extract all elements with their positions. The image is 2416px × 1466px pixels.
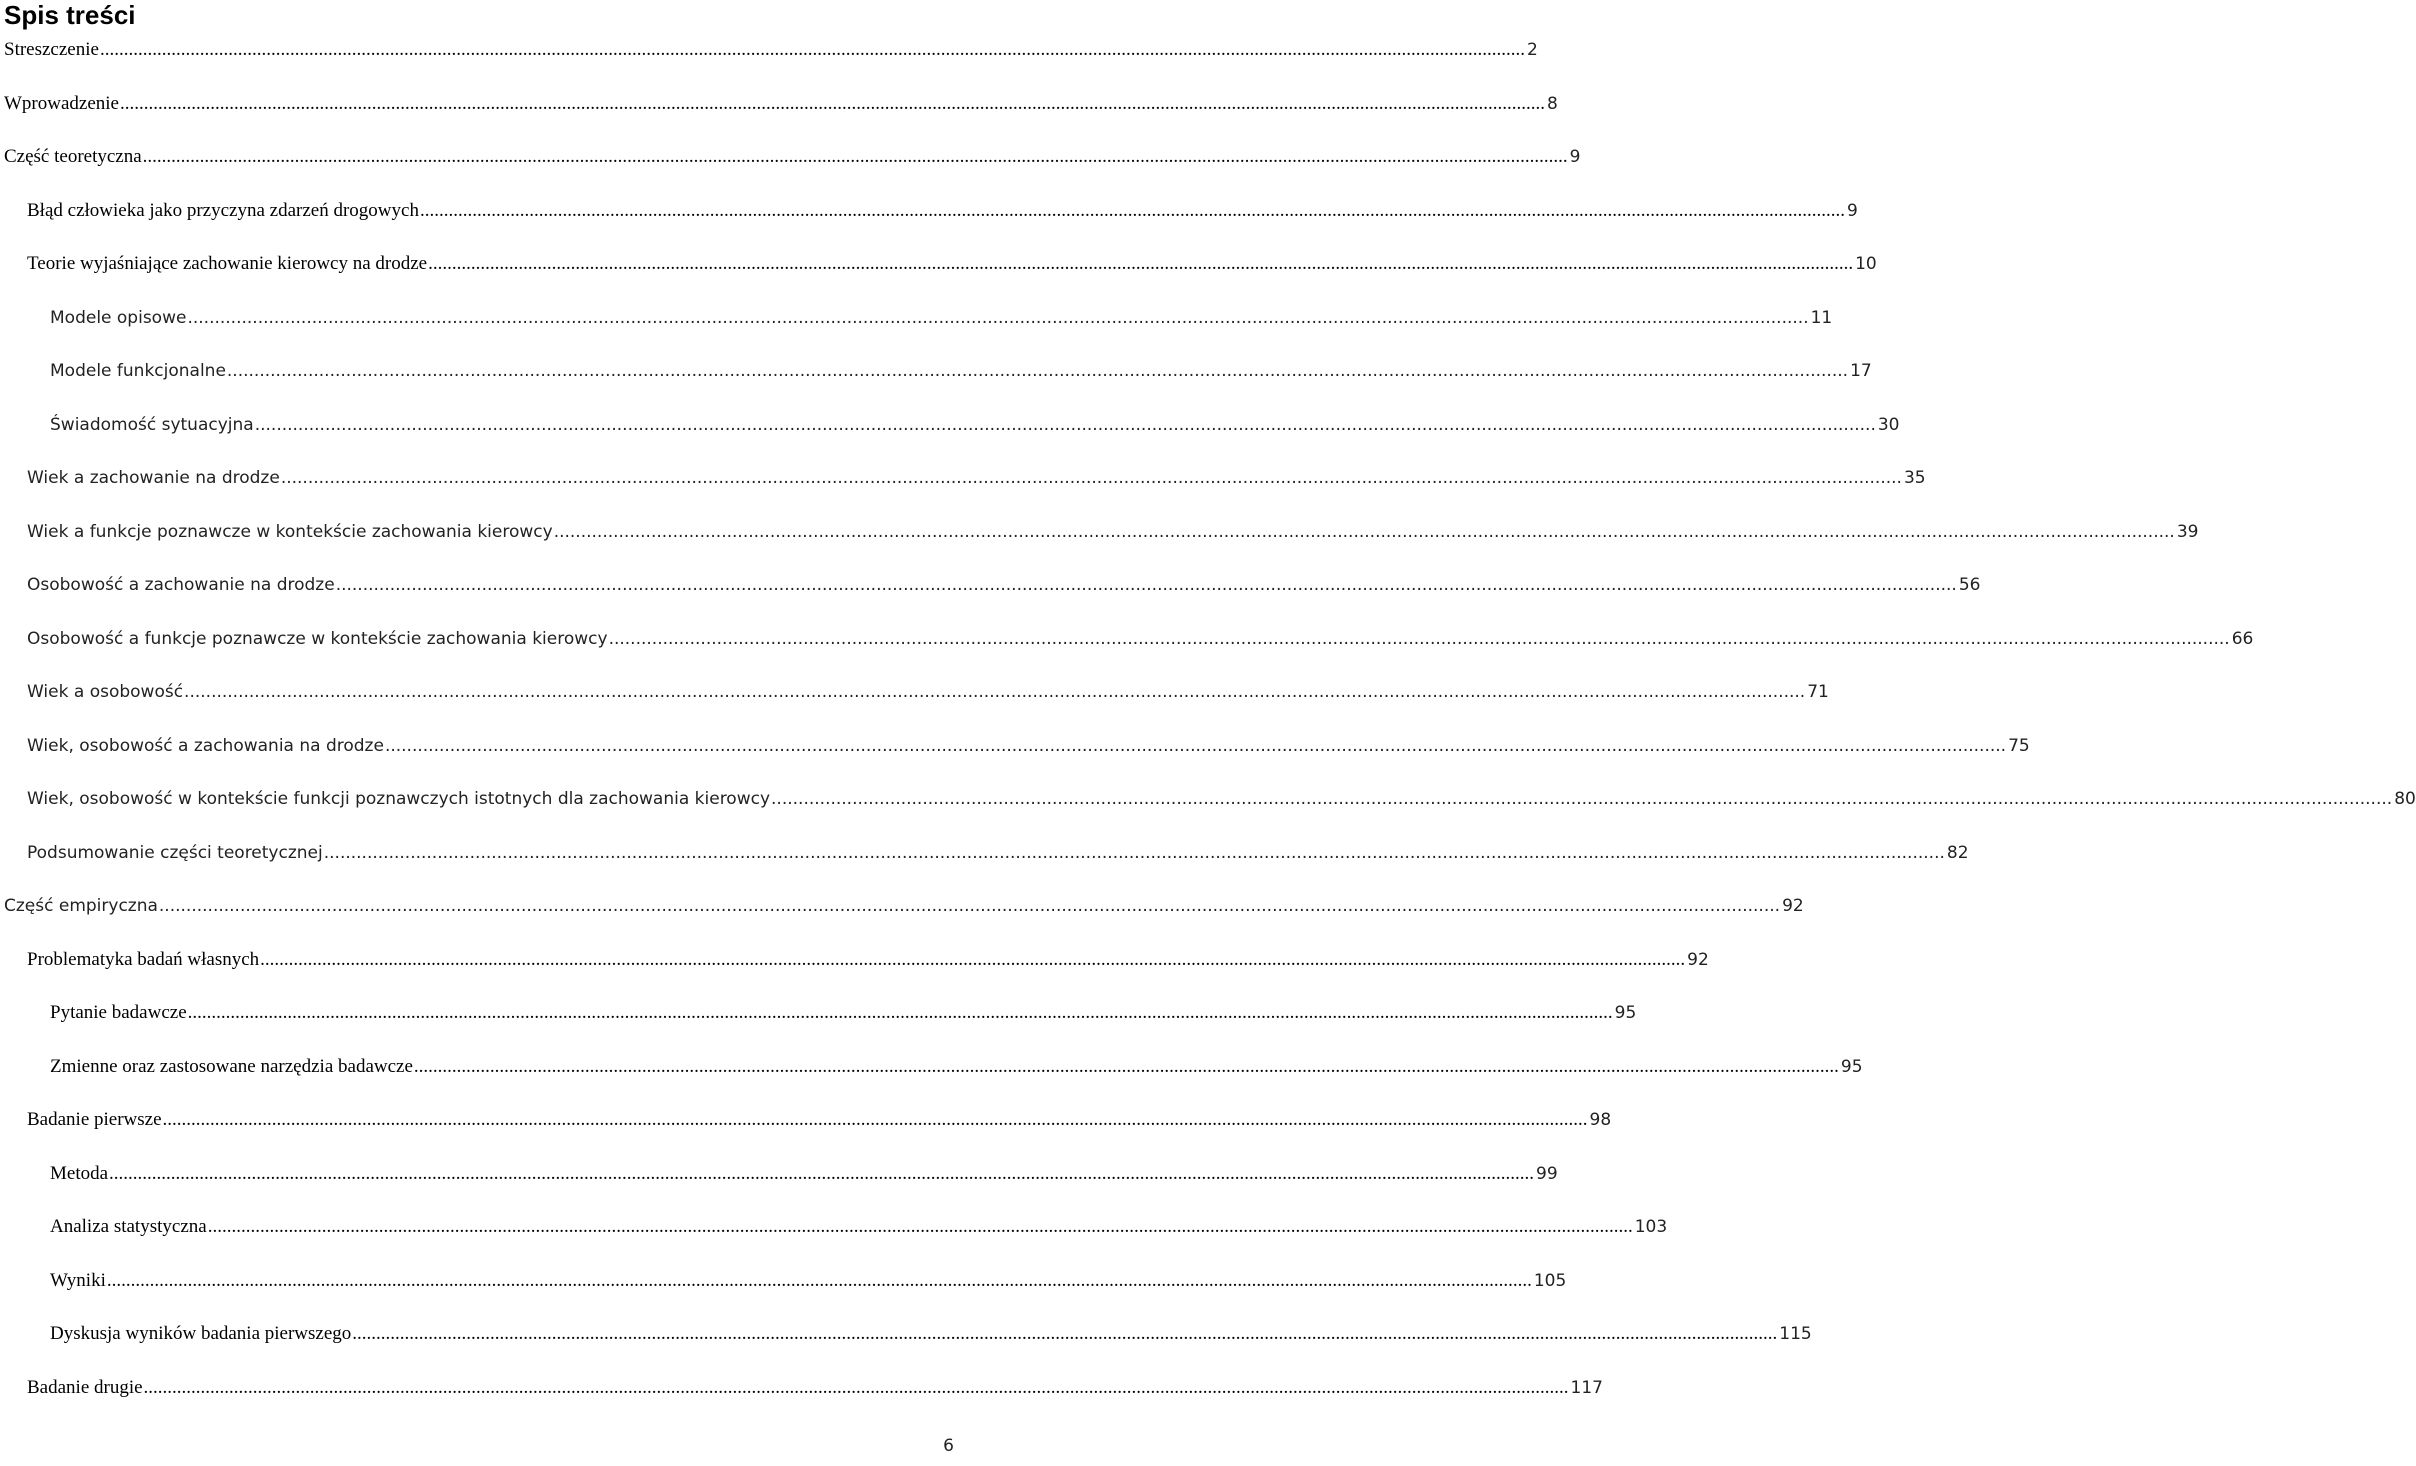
toc-dot-leader: ............................................................................................................................................................................................................................................................................................................ bbox=[99, 39, 1525, 60]
toc-entry-label: Błąd człowieka jako przyczyna zdarzeń drogowych bbox=[27, 200, 419, 221]
toc-entry[interactable] bbox=[0, 143, 1581, 171]
toc-entry-page: 115 bbox=[1779, 1324, 1812, 1344]
toc-entry-page: 17 bbox=[1850, 361, 1872, 381]
toc-entry-label: Analiza statystyczna bbox=[50, 1216, 207, 1237]
toc-dot-leader: ............................................................................................................................................................................................................................................................................................................ bbox=[553, 522, 2175, 542]
toc-dot-leader: ............................................................................................................................................................................................................................................................................................................ bbox=[143, 1377, 1569, 1398]
toc-entry-page: 66 bbox=[2231, 629, 2254, 649]
toc-dot-leader: ............................................................................................................................................................................................................................................................................................................ bbox=[106, 1270, 1532, 1291]
toc-entry[interactable] bbox=[0, 90, 1558, 118]
toc-entry-page: 80 bbox=[2394, 789, 2416, 809]
toc-dot-leader: ............................................................................................................................................................................................................................................................................................................ bbox=[771, 789, 2393, 809]
toc-entry-page: 92 bbox=[1782, 896, 1804, 916]
toc-entry[interactable] bbox=[0, 411, 1900, 439]
toc-entry-label: Badanie drugie bbox=[27, 1377, 143, 1398]
toc-entry-page: 95 bbox=[1840, 1057, 1863, 1077]
page-number: 6 bbox=[943, 1436, 954, 1456]
toc-entry-page: 99 bbox=[1536, 1164, 1558, 1184]
toc-entry-label: Metoda bbox=[50, 1163, 109, 1184]
toc-entry[interactable] bbox=[0, 197, 1858, 225]
toc-entry-label: Osobowość a funkcje poznawcze w kontekście zachowania kierowcy bbox=[27, 629, 608, 649]
toc-entry[interactable] bbox=[0, 1213, 1668, 1241]
toc-dot-leader: ............................................................................................................................................................................................................................................................................................................ bbox=[187, 1002, 1613, 1023]
toc-entry-label: Wiek a funkcje poznawcze w kontekście zachowania kierowcy bbox=[27, 522, 553, 542]
toc-entry-label: Podsumowanie części teoretycznej bbox=[27, 843, 323, 863]
toc-entry[interactable] bbox=[0, 999, 1637, 1027]
toc-entry-label: Osobowość a zachowanie na drodze bbox=[27, 575, 335, 595]
toc-dot-leader: ............................................................................................................................................................................................................................................................................................................ bbox=[428, 253, 1854, 274]
toc-entry-page: 103 bbox=[1634, 1217, 1668, 1237]
toc-entry-page: 71 bbox=[1807, 682, 1829, 702]
toc-entry-page: 9 bbox=[1846, 201, 1858, 221]
toc-entry-page: 10 bbox=[1855, 254, 1877, 274]
toc-dot-leader: ............................................................................................................................................................................................................................................................................................................ bbox=[608, 629, 2230, 649]
toc-entry-label: Część teoretyczna bbox=[4, 146, 142, 167]
toc-dot-leader: ............................................................................................................................................................................................................................................................................................................ bbox=[323, 843, 1945, 863]
toc-dot-leader: ............................................................................................................................................................................................................................................................................................................ bbox=[109, 1163, 1535, 1184]
toc-dot-leader: ............................................................................................................................................................................................................................................................................................................ bbox=[413, 1056, 1839, 1077]
toc-entry-page: 56 bbox=[1958, 575, 1981, 595]
toc-dot-leader: ............................................................................................................................................................................................................................................................................................................ bbox=[352, 1323, 1778, 1344]
toc-entry[interactable] bbox=[0, 732, 2030, 760]
toc-title: Spis treści bbox=[4, 0, 136, 30]
toc-entry[interactable] bbox=[0, 625, 2254, 653]
toc-entry-label: Część empiryczna bbox=[4, 896, 158, 916]
toc-entry[interactable] bbox=[0, 518, 2199, 546]
toc-entry-page: 8 bbox=[1547, 94, 1558, 114]
toc-dot-leader: ............................................................................................................................................................................................................................................................................................................ bbox=[280, 468, 1902, 488]
toc-entry-label: Problematyka badań własnych bbox=[27, 949, 260, 970]
toc-entry-label: Wiek a zachowanie na drodze bbox=[27, 468, 280, 488]
toc-dot-leader: ............................................................................................................................................................................................................................................................................................................ bbox=[207, 1216, 1633, 1237]
toc-entry-page: 11 bbox=[1810, 308, 1833, 328]
toc-entry-label: Wiek, osobowość a zachowania na drodze bbox=[27, 736, 384, 756]
toc-dot-leader: ............................................................................................................................................................................................................................................................................................................ bbox=[142, 146, 1568, 167]
toc-entry-label: Świadomość sytuacyjna bbox=[50, 415, 254, 435]
toc-dot-leader: ............................................................................................................................................................................................................................................................................................................ bbox=[335, 575, 1957, 595]
toc-entry-page: 9 bbox=[1569, 147, 1581, 167]
toc-entry-label: Modele funkcjonalne bbox=[50, 361, 226, 381]
toc-entry[interactable] bbox=[0, 1106, 1612, 1134]
toc-entry-label: Pytanie badawcze bbox=[50, 1002, 187, 1023]
toc-dot-leader: ............................................................................................................................................................................................................................................................................................................ bbox=[226, 361, 1849, 381]
toc-entry[interactable] bbox=[0, 1374, 1603, 1402]
toc-dot-leader: ............................................................................................................................................................................................................................................................................................................ bbox=[158, 896, 1781, 916]
toc-entry[interactable] bbox=[0, 946, 1709, 974]
toc-dot-leader: ............................................................................................................................................................................................................................................................................................................ bbox=[254, 415, 1876, 435]
toc-entry-page: 98 bbox=[1589, 1110, 1612, 1130]
toc-entry-label: Badanie pierwsze bbox=[27, 1109, 162, 1130]
toc-entry-label: Streszczenie bbox=[4, 39, 99, 60]
toc-entry-page: 117 bbox=[1570, 1378, 1603, 1398]
toc-entry-page: 82 bbox=[1946, 843, 1969, 863]
toc-entry-label: Wiek, osobowość w kontekście funkcji poznawczych istotnych dla zachowania kierowcy bbox=[27, 789, 771, 809]
toc-entry-label: Zmienne oraz zastosowane narzędzia badawcze bbox=[50, 1056, 413, 1077]
toc-entry-page: 105 bbox=[1533, 1271, 1567, 1291]
toc-dot-leader: ............................................................................................................................................................................................................................................................................................................ bbox=[384, 736, 2007, 756]
toc-entry[interactable] bbox=[0, 250, 1877, 278]
toc-entry-label: Dyskusja wyników badania pierwszego bbox=[50, 1323, 352, 1344]
toc-entry-label: Wprowadzenie bbox=[4, 93, 119, 114]
toc-entry-page: 35 bbox=[1903, 468, 1926, 488]
toc-entry[interactable] bbox=[0, 1267, 1567, 1295]
toc-entry[interactable] bbox=[0, 839, 1969, 867]
toc-dot-leader: ............................................................................................................................................................................................................................................................................................................ bbox=[419, 200, 1845, 221]
toc-entry[interactable] bbox=[0, 1053, 1863, 1081]
toc-entry-label: Modele opisowe bbox=[50, 308, 187, 328]
toc-dot-leader: ............................................................................................................................................................................................................................................................................................................ bbox=[120, 93, 1545, 114]
toc-entry-page: 2 bbox=[1526, 40, 1538, 60]
toc-dot-leader: ............................................................................................................................................................................................................................................................................................................ bbox=[162, 1109, 1588, 1130]
toc-entry[interactable] bbox=[0, 357, 1872, 385]
toc-entry[interactable] bbox=[0, 1160, 1558, 1188]
toc-entry[interactable] bbox=[0, 1320, 1812, 1348]
toc-entry-label: Teorie wyjaśniające zachowanie kierowcy na drodze bbox=[27, 253, 428, 274]
toc-entry[interactable] bbox=[0, 464, 1926, 492]
toc-entry[interactable] bbox=[0, 304, 1833, 332]
toc-dot-leader: ............................................................................................................................................................................................................................................................................................................ bbox=[260, 949, 1686, 970]
toc-entry-page: 75 bbox=[2008, 736, 2030, 756]
toc-entry-page: 95 bbox=[1614, 1003, 1637, 1023]
toc-entry-label: Wyniki bbox=[50, 1270, 106, 1291]
toc-entry[interactable] bbox=[0, 678, 1829, 706]
toc-entry[interactable] bbox=[0, 571, 1981, 599]
toc-entry-page: 30 bbox=[1877, 415, 1900, 435]
toc-entry[interactable] bbox=[0, 785, 2416, 813]
toc-entry[interactable] bbox=[0, 892, 1804, 920]
toc-dot-leader: ............................................................................................................................................................................................................................................................................................................ bbox=[184, 682, 1806, 702]
toc-dot-leader: ............................................................................................................................................................................................................................................................................................................ bbox=[187, 308, 1809, 328]
toc-entry-page: 92 bbox=[1687, 950, 1709, 970]
toc-entry[interactable] bbox=[0, 36, 1538, 64]
toc-entry-page: 39 bbox=[2176, 522, 2199, 542]
toc-entry-label: Wiek a osobowość bbox=[27, 682, 184, 702]
